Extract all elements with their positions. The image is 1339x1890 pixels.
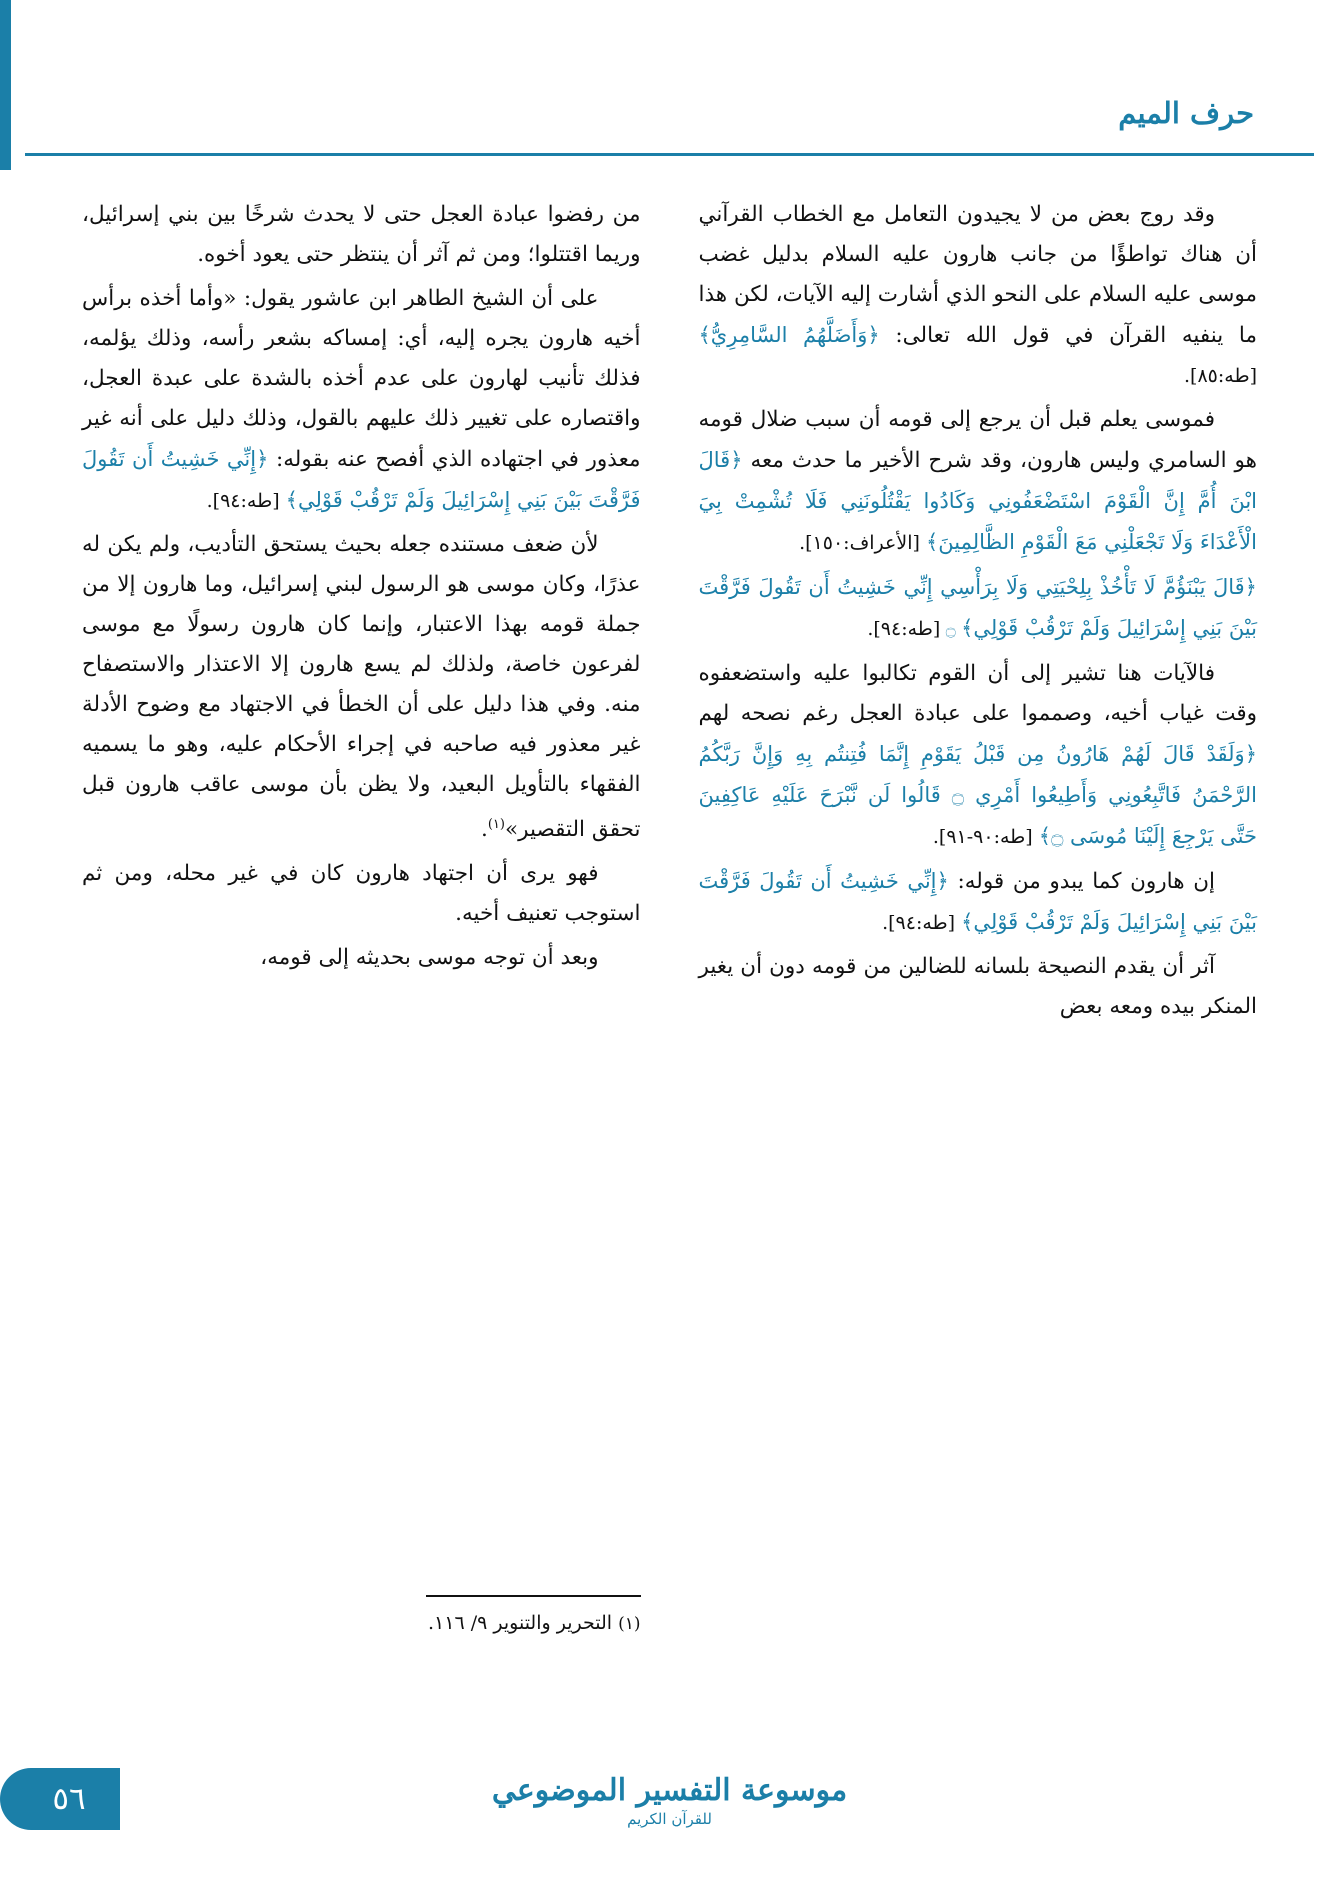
column-right <box>699 195 1258 1640</box>
footnote-reference: (١) <box>487 817 505 832</box>
paragraph <box>699 947 1258 1027</box>
verse-reference: [طه:٩٠-٩١]. <box>932 826 1039 848</box>
text-columns <box>82 195 1257 1640</box>
verse-reference: [طه:٩٤]. <box>867 618 941 640</box>
verse-reference: [الأعراف:١٥٠]. <box>799 532 926 554</box>
footnote-text: التحرير والتنوير ٩/ ١١٦. <box>427 1612 613 1634</box>
quran-verse: ﴿قَالَ يَبْنَؤُمَّ لَا تَأْخُذْ بِلِحْيَتِي وَلَا بِرَأْسِي إِنِّي خَشِيتُ أَن تَقُولَ فَرَّقْتَ بَيْنَ بَنِي إِسْرَائِيلَ وَلَمْ تَرْقُبْ قَوْلِي﴾ <box>698 575 1257 640</box>
body-text: وبعد أن توجه موسى بحديثه إلى قومه، <box>260 945 599 971</box>
logo-sub-text: للقرآن الكريم <box>627 1810 712 1828</box>
header-chapter-title: حرف الميم <box>1118 96 1254 130</box>
body-text: فهو يرى أن اجتهاد هارون كان في غير محله، ومن ثم استوجب تعنيف أخيه. <box>82 861 641 927</box>
paragraph <box>699 567 1258 650</box>
paragraph <box>82 525 641 850</box>
paragraph <box>82 854 641 934</box>
verse-ornament: ۝ <box>940 620 962 640</box>
page-header <box>0 96 1339 166</box>
quran-verse: ﴿إِنِّي خَشِيتُ أَن تَقُولَ فَرَّقْتَ بَيْنَ بَنِي إِسْرَائِيلَ وَلَمْ تَرْقُبْ قَوْلِي﴾ <box>82 447 641 512</box>
quran-verse: ﴿وَلَقَدْ قَالَ لَهُمْ هَارُونُ مِن قَبْلُ يَقَوْمِ إِنَّمَا فُتِنتُم بِهِ وَإِنَّ رَبَّكُمُ الرَّحْمَنُ فَاتَّبِعُونِي وَأَطِيعُوا أَمْرِي ۝ قَالُوا لَن نَّبْرَحَ عَلَيْهِ عَاكِفِينَ حَتَّى يَرْجِعَ إِلَيْنَا مُوسَى ۝﴾ <box>698 742 1257 848</box>
body-text: إن هارون كما يبدو من قوله: <box>948 869 1215 894</box>
paragraph <box>82 195 641 275</box>
paragraph <box>82 279 641 521</box>
quran-verse: ﴿قَالَ ابْنَ أُمَّ إِنَّ الْقَوْمَ اسْتَضْعَفُونِي وَكَادُوا يَقْتُلُونَنِي فَلَا تُشْمِتْ بِيَ الْأَعْدَاءَ وَلَا تَجْعَلْنِي مَعَ الْقَوْمِ الظَّالِمِينَ﴾ <box>698 448 1257 554</box>
body-text: لأن ضعف مستنده جعله بحيث يستحق التأديب، ولم يكن له عذرًا، وكان موسى هو الرسول لبني إسرائيل، وما هارون إلا من جملة قومه بهذا الاعتبار، وإنما كان هارون رسولًا مع موسى لفرعون خاصة، ولذلك لم يسع هارون إلا الاعتذار والاستصفاح منه. وفي هذا دليل على أن الخطأ في الاجتهاد مع وضوح الأدلة غير معذور فيه صاحبه في إجراء الأحكام عليه، وهو ما يسميه الفقهاء بالتأويل البعيد، ولا يظن بأن موسى عاقب هارون قبل تحقق التقصير» <box>82 532 641 843</box>
quran-verse: ﴿وَأَضَلَّهُمُ السَّامِرِيُّ﴾ <box>698 323 880 347</box>
body-text: من رفضوا عبادة العجل حتى لا يحدث شرخًا بين بني إسرائيل، وريما اقتتلوا؛ ومن ثم آثر أن ينتظر حتى يعود أخوه. <box>82 202 641 267</box>
page-number-badge: ٥٦ <box>0 1768 120 1830</box>
column-left <box>82 195 641 1640</box>
verse-reference: [طه:٩٤]. <box>882 912 962 934</box>
paragraph <box>699 195 1258 396</box>
page-footer <box>0 1718 1339 1838</box>
body-text: وقد روج بعض من لا يجيدون التعامل مع الخطاب القرآني أن هناك تواطؤًا من جانب هارون عليه السلام بدليل غضب موسى عليه السلام على النحو الذي أشارت إليه الآيات، لكن هذا ما ينفيه القرآن في قول الله تعالى: <box>698 202 1257 348</box>
footnote <box>82 1607 641 1640</box>
publisher-logo <box>492 1773 847 1828</box>
footnote-divider <box>426 1595 641 1597</box>
verse-reference: [طه:٨٥]. <box>1184 365 1257 387</box>
body-text: آثر أن يقدم النصيحة بلسانه للضالين من قومه دون أن يغير المنكر بيده ومعه بعض <box>698 954 1257 1019</box>
verse-reference: [طه:٩٤]. <box>206 490 286 512</box>
logo-main-text: موسوعة التفسير الموضوعي <box>491 1773 848 1808</box>
footnote-marker: (١) <box>618 1614 641 1634</box>
body-text: فالآيات هنا تشير إلى أن القوم تكالبوا عليه واستضعفوه وقت غياب أخيه، وصمموا على عبادة العجل رغم نصحه لهم <box>698 661 1257 726</box>
paragraph <box>699 400 1258 563</box>
header-divider <box>25 153 1314 156</box>
body-text: فموسى يعلم قبل أن يرجع إلى قومه أن سبب ضلال قومه هو السامري وليس هارون، وقد شرح الأخير ما حدث معه <box>698 407 1257 473</box>
paragraph <box>699 654 1258 857</box>
footnote-area <box>82 1595 641 1640</box>
body-text: . <box>480 817 488 843</box>
quran-verse: ﴿إِنِّي خَشِيتُ أَن تَقُولَ فَرَّقْتَ بَيْنَ بَنِي إِسْرَائِيلَ وَلَمْ تَرْقُبْ قَوْلِي﴾ <box>698 869 1257 934</box>
paragraph <box>699 861 1258 943</box>
body-text: على أن الشيخ الطاهر ابن عاشور يقول: «وأما أخذه برأس أخيه هارون يجره إليه، أي: إمساكه بشعر رأسه، وذلك يؤلمه، فذلك تأنيب لهارون على عدم أخذه بالشدة على عبدة العجل، واقتصاره على تغيير ذلك عليهم بالقول، وذلك دليل على أنه غير معذور في اجتهاده الذي أفصح عنه بقوله: <box>82 286 641 472</box>
paragraph <box>82 938 641 978</box>
